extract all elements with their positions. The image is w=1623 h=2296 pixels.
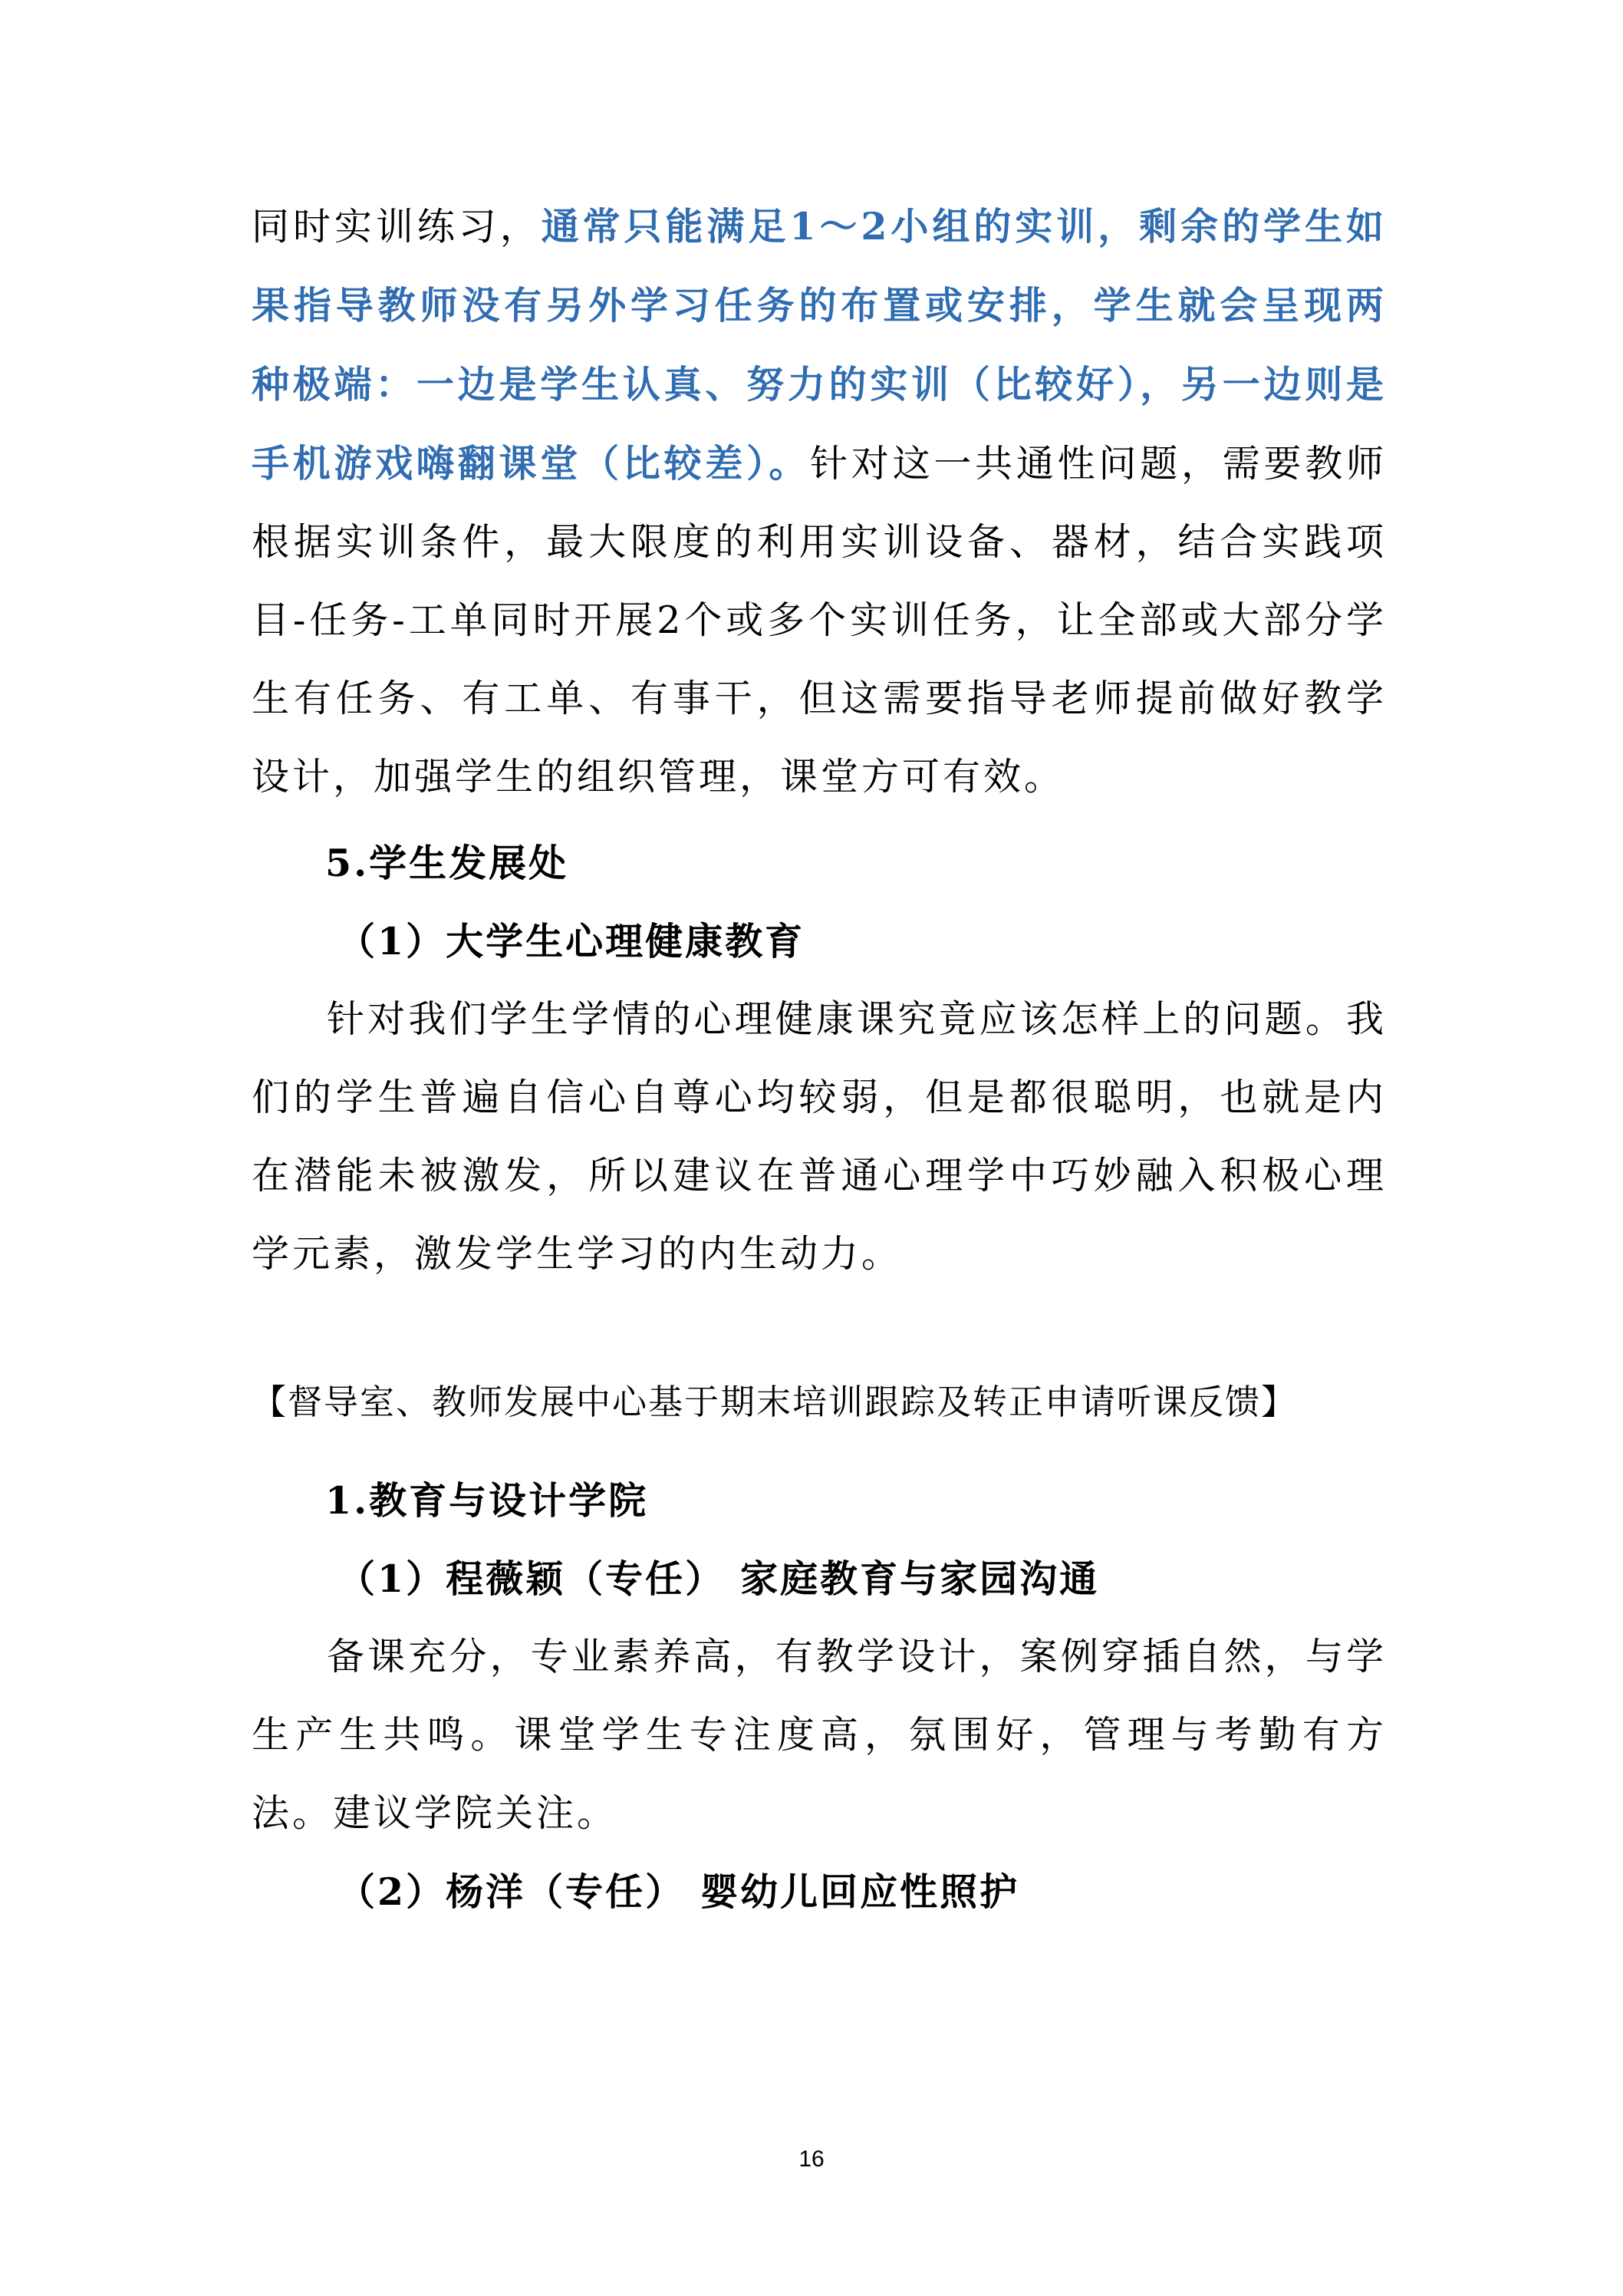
section-heading-education-design-college: 1.教育与设计学院 (325, 1478, 649, 1523)
paragraph-teacher-1-feedback: 备课充分，专业素养高，有教学设计，案例穿插自然，与学生产生共鸣。课堂学生专注度高，氛围好，管理与考勤有方法。建议学院关注。 (252, 1635, 1387, 1835)
highlighted-text: 通常只能满足1～2小组的实训，剩余的学生如果指导教师没有另外学习任务的布置或安排，学生就会呈现两种极端：一边是学生认真、努力的实训（比较好），另一边则是手机游戏嗨翻课堂（比较差）。 (252, 204, 1387, 486)
subsection-heading-teacher-2: （2）杨洋（专任） 婴幼儿回应性照护 (337, 1869, 1020, 1914)
section-heading-student-development: 5.学生发展处 (325, 841, 569, 885)
subsection-heading-teacher-1: （1）程薇颖（专任） 家庭教育与家园沟通 (337, 1556, 1100, 1601)
paragraph-lead-text: 同时实训练习， (252, 205, 542, 249)
paragraph-training-practice (252, 187, 1387, 816)
page-number: 16 (798, 2146, 825, 2172)
paragraph-mental-health: 针对我们学生学情的心理健康课究竟应该怎样上的问题。我们的学生普遍自信心自尊心均较弱，但是都很聪明，也就是内在潜能未被激发，所以建议在普通心理学中巧妙融入积极心理学元素，激发学生学习的内生动力。 (252, 997, 1387, 1276)
subsection-heading-mental-health: （1）大学生心理健康教育 (337, 919, 805, 964)
paragraph-rest-text: 针对这一共通性问题，需要教师根据实训条件，最大限度的利用实训设备、器材，结合实践项目-任务-工单同时开展2个或多个实训任务，让全部或大部分学生有任务、有工单、有事干，但这需要指导老师提前做好教学设计，加强学生的组织管理，课堂方可有效。 (252, 442, 1387, 799)
feedback-section-header: 【督导室、教师发展中心基于期末培训跟踪及转正申请听课反馈】 (252, 1382, 1298, 1422)
